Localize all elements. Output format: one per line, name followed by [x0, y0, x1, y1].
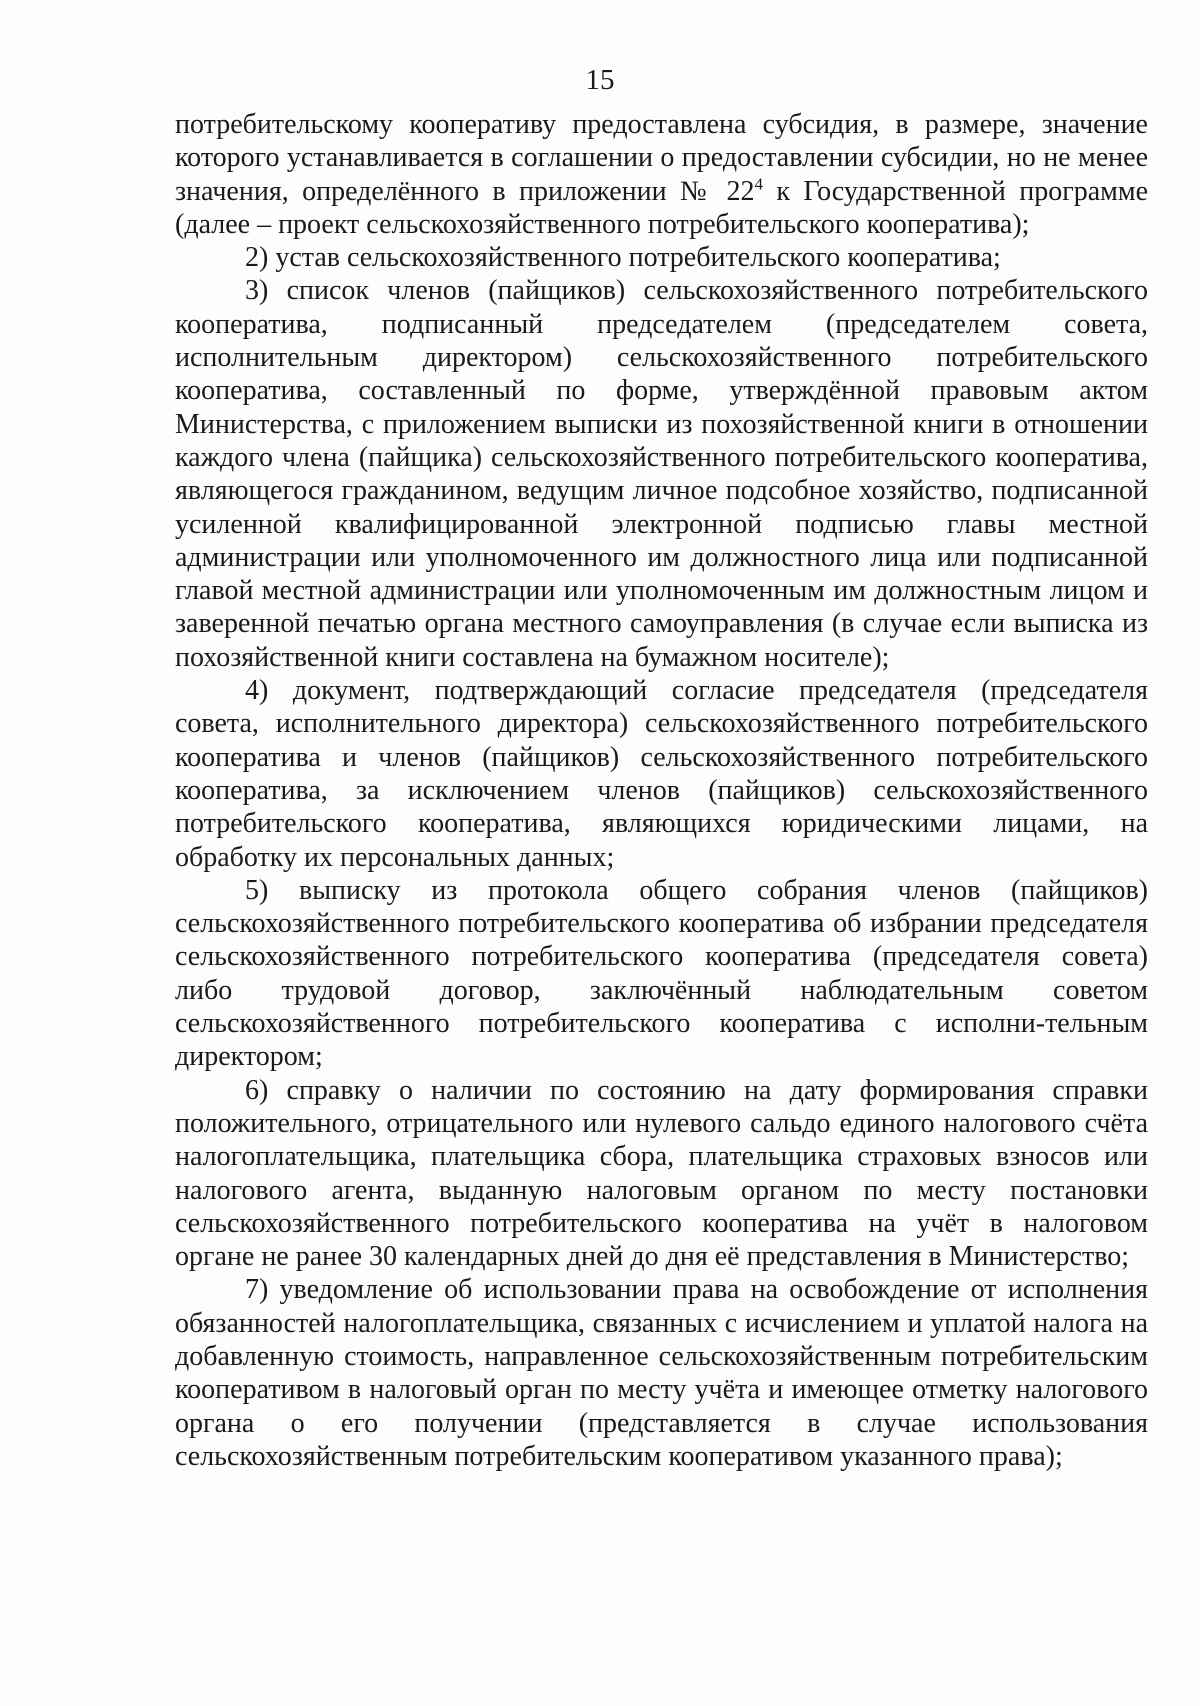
- paragraph-item-7: 7) уведомление об использовании права на освобождение от исполнения обязанностей налогоплательщика, связанных с исчислением и уплатой налога на добавленную стоимость, направленное сельскохозяйственным потребительским кооперативом в налоговый орган по месту учёта и имеющее отметку налогового органа о его получении (представляется в случае использования сельскохозяйственным потребительским кооперативом указанного права);: [175, 1274, 1148, 1472]
- paragraph-item-2: 2) устав сельскохозяйственного потребительского кооператива;: [245, 242, 1001, 274]
- paragraph-item-4: 4) документ, подтверждающий согласие председателя (председателя совета, исполнительного директора) сельскохозяйственного потребительского кооператива и членов (пайщиков) сельскохозяйственного потребительского кооператива, за исключением членов (пайщиков) сельскохозяйственного потребительского кооператива, являющихся юридическими лицами, на обработку их персональных данных;: [175, 675, 1148, 873]
- paragraph-item-6: 6) справку о наличии по состоянию на дату формирования справки положительного, отрицательного или нулевого сальдо единого налогового счёта налогоплательщика, плательщика сбора, плательщика страховых взносов или налогового агента, выданную налоговым органом по месту постановки сельскохозяйственного потребительского кооператива на учёт в налоговом органе не ранее 30 календарных дней до дня её представления в Министерство;: [175, 1074, 1148, 1273]
- continuation-text-start: потребительскому кооперативу предоставлена субсидия, в размере, значение которого устанавливается в соглашении о предоставлении субсидии, но не менее значения, определённого в приложении № 22: [175, 109, 1148, 207]
- superscript-index: 4: [754, 174, 763, 194]
- paragraph-item-3: 3) список членов (пайщиков) сельскохозяйственного потребительского кооператива, подписанный председателем (председателем совета, исполнительным директором) сельскохозяйственного потребительского кооператива, составленный по форме, утверждённой правовым актом Министерства, с приложением выписки из похозяйственной книги в отношении каждого члена (пайщика) сельскохозяйственного потребительского кооператива, являющегося гражданином, ведущим личное подсобное хозяйство, подписанной усиленной квалифицированной электронной подписью главы местной администрации или уполномоченного им должностного лица или подписанной главой местной администрации или уполномоченным им должностным лицом и заверенной печатью органа местного самоуправления (в случае если выписка из похозяйственной книги составлена на бумажном носителе);: [175, 275, 1148, 673]
- paragraph-item-5: 5) выписку из протокола общего собрания членов (пайщиков) сельскохозяйственного потребительского кооператива об избрании председателя сельскохозяйственного потребительского кооператива (председателя совета) либо трудовой договор, заключённый наблюдательным советом сельскохозяйственного потребительского кооператива с исполни-тельным директором;: [175, 874, 1148, 1073]
- page-number: 15: [585, 64, 615, 96]
- continuation-text-end: к Государственной программе (далее – проект сельскохозяйственного потребительского кооператива);: [175, 175, 1148, 240]
- paragraph-continuation: [175, 108, 1148, 241]
- document-body: [175, 108, 1148, 1473]
